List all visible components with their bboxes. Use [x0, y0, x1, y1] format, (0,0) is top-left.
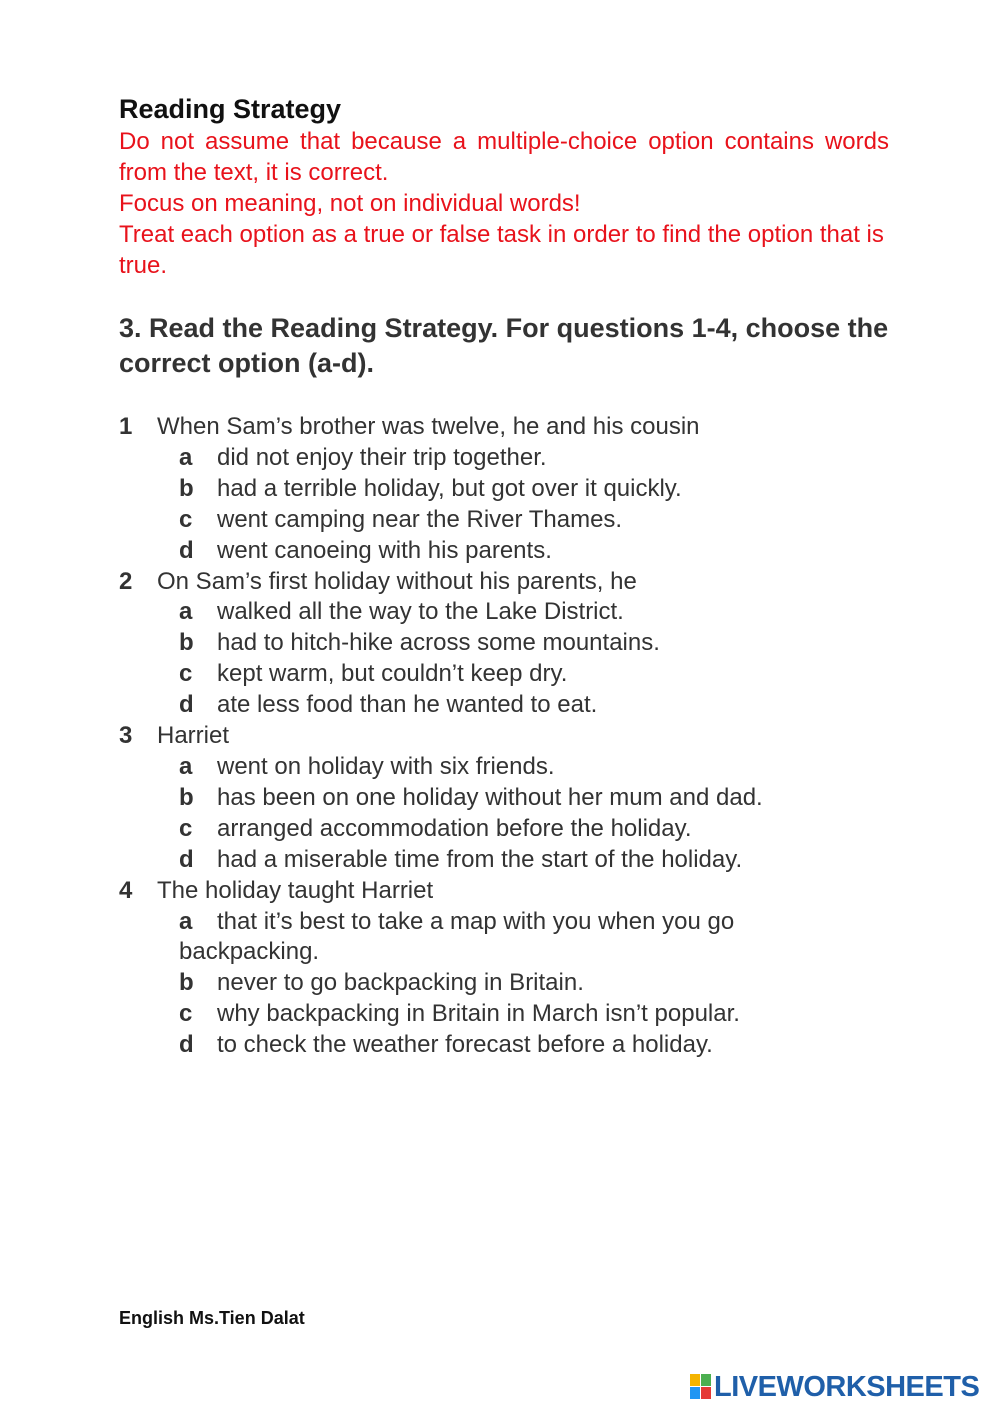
- option-3c[interactable]: [119, 814, 889, 845]
- option-text: did not enjoy their trip together.: [217, 443, 547, 471]
- option-text: went on holiday with six friends.: [217, 752, 555, 780]
- option-letter: b: [179, 629, 194, 657]
- option-text: walked all the way to the Lake District.: [217, 598, 624, 626]
- option-text: kept warm, but couldn’t keep dry.: [217, 660, 568, 688]
- option-letter: a: [179, 598, 193, 626]
- option-text: had a terrible holiday, but got over it quickly.: [217, 474, 682, 502]
- liveworksheets-logo-icon: [690, 1374, 712, 1400]
- option-2a[interactable]: [119, 597, 889, 628]
- option-letter: c: [179, 1000, 193, 1028]
- option-4d[interactable]: [119, 1030, 889, 1061]
- option-letter: c: [179, 505, 193, 533]
- option-2d[interactable]: [119, 690, 889, 721]
- question-number: 3: [119, 722, 133, 750]
- option-text: had a miserable time from the start of the holiday.: [217, 845, 743, 873]
- option-text: why backpacking in Britain in March isn’t popular.: [217, 1000, 740, 1028]
- question-stem: Harriet: [157, 722, 230, 750]
- option-2b[interactable]: [119, 628, 889, 659]
- liveworksheets-logo-text: LIVEWORKSHEETS: [714, 1370, 980, 1403]
- question-list: [119, 412, 889, 1061]
- question-number: 2: [119, 567, 133, 595]
- question-stem: When Sam’s brother was twelve, he and his cousin: [157, 413, 700, 440]
- option-1b[interactable]: [119, 474, 889, 505]
- option-letter: b: [179, 783, 194, 811]
- question-2: [119, 567, 889, 598]
- option-4b[interactable]: [119, 968, 889, 999]
- option-letter: b: [179, 474, 194, 502]
- option-text: went canoeing with his parents.: [217, 536, 552, 564]
- option-text: arranged accommodation before the holiday.: [217, 814, 692, 842]
- option-4c[interactable]: [119, 999, 889, 1030]
- author-credit: English Ms.Tien Dalat: [119, 1308, 305, 1328]
- option-4a[interactable]: [119, 907, 889, 969]
- liveworksheets-logo[interactable]: [690, 1372, 979, 1402]
- option-text: has been on one holiday without her mum and dad.: [217, 783, 763, 811]
- question-4: [119, 876, 889, 907]
- strategy-title: Reading Strategy: [119, 94, 342, 124]
- option-1c[interactable]: [119, 505, 889, 536]
- option-text: to check the weather forecast before a holiday.: [217, 1031, 713, 1059]
- question-1: [119, 412, 889, 443]
- option-1a[interactable]: [119, 443, 889, 474]
- option-text: went camping near the River Thames.: [217, 505, 623, 533]
- option-letter: d: [179, 536, 194, 564]
- option-text: that it’s best to take a map with you when you go backpacking.: [179, 907, 735, 966]
- option-letter: a: [179, 907, 193, 935]
- option-letter: c: [179, 814, 193, 842]
- option-letter: b: [179, 969, 194, 997]
- option-letter: a: [179, 443, 193, 471]
- option-2c[interactable]: [119, 659, 889, 690]
- option-text: ate less food than he wanted to eat.: [217, 691, 598, 719]
- option-letter: a: [179, 752, 193, 780]
- question-number: 4: [119, 876, 133, 904]
- option-letter: d: [179, 691, 194, 719]
- option-3a[interactable]: [119, 752, 889, 783]
- option-letter: d: [179, 845, 194, 873]
- strategy-paragraph-1: Do not assume that because a multiple-choice option contains words from the text, it is correct.: [119, 128, 889, 186]
- option-text: had to hitch-hike across some mountains.: [217, 629, 660, 657]
- option-3d[interactable]: [119, 845, 889, 876]
- task-heading: 3. Read the Reading Strategy. For questions 1-4, choose the correct option (a-d).: [119, 313, 889, 378]
- question-stem: On Sam’s first holiday without his parents, he: [157, 567, 637, 595]
- question-stem: The holiday taught Harriet: [157, 876, 434, 904]
- question-3: [119, 721, 889, 752]
- option-letter: c: [179, 660, 193, 688]
- strategy-paragraph-3: Treat each option as a true or false task in order to find the option that is true.: [119, 221, 884, 279]
- option-3b[interactable]: [119, 783, 889, 814]
- strategy-paragraph-2: Focus on meaning, not on individual words!: [119, 190, 581, 217]
- option-1d[interactable]: [119, 536, 889, 567]
- worksheet-content: [119, 92, 889, 1061]
- option-letter: d: [179, 1031, 194, 1059]
- option-text: never to go backpacking in Britain.: [217, 969, 584, 997]
- question-number: 1: [119, 413, 133, 440]
